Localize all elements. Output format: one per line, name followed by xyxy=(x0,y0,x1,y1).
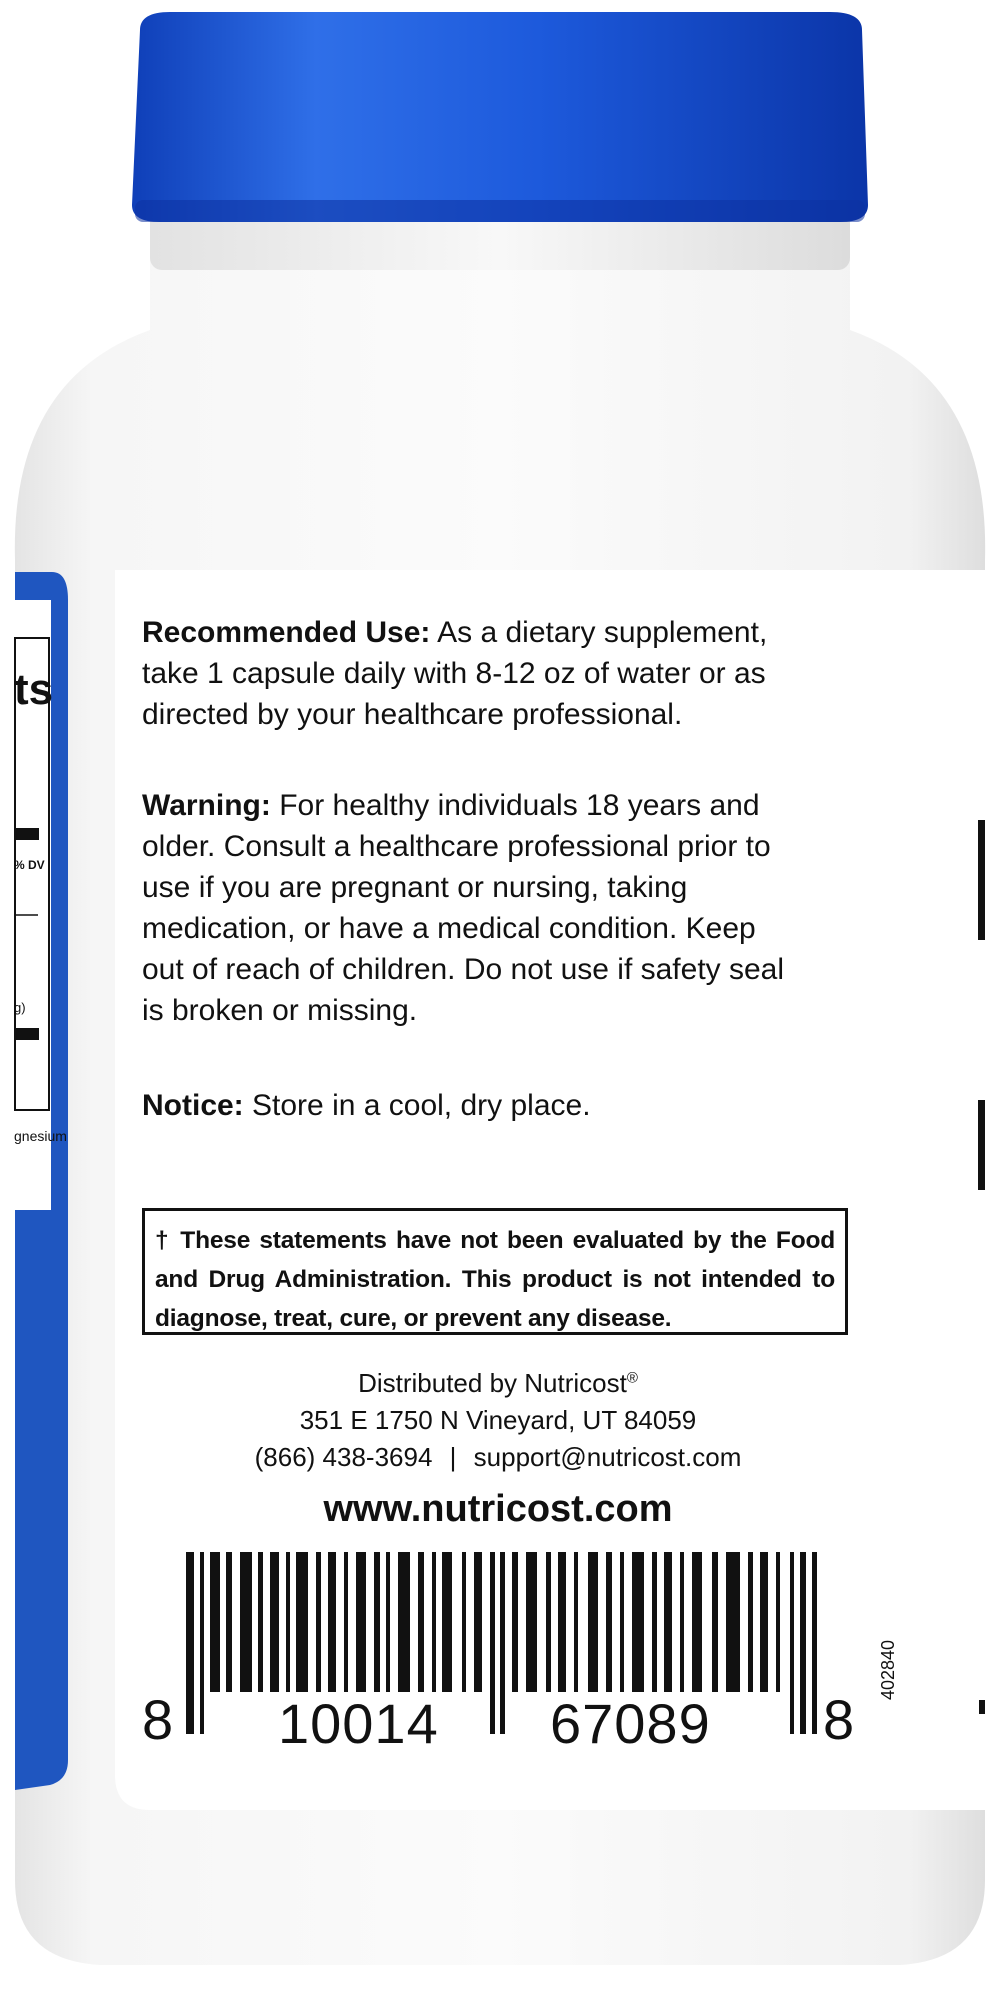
barcode-bar xyxy=(432,1552,436,1692)
distributor-line xyxy=(142,1368,854,1399)
barcode-bar xyxy=(398,1552,410,1692)
registered-mark: ® xyxy=(626,1369,638,1387)
barcode-bar xyxy=(760,1552,768,1692)
warning-line: out of reach of children. Do not use if safety seal xyxy=(142,953,785,986)
barcode-bar xyxy=(186,1552,194,1734)
barcode-bar xyxy=(620,1552,624,1692)
barcode-bar xyxy=(574,1552,578,1692)
barcode-bar xyxy=(588,1552,598,1692)
disclaimer-line: † These statements have not been evaluated by the Food xyxy=(155,1227,835,1254)
website-url: www.nutricost.com xyxy=(323,1488,673,1530)
barcode-bar xyxy=(546,1552,551,1692)
disclaimer-line: and Drug Administration. This product is not intended to xyxy=(155,1266,835,1293)
barcode-bar xyxy=(210,1552,220,1692)
barcode-bar xyxy=(652,1552,657,1692)
warning-block xyxy=(142,785,862,1031)
warning-line: use if you are pregnant or nursing, taking xyxy=(142,871,688,904)
barcode-check-digit: 8 xyxy=(823,1688,855,1751)
warning-line: medication, or have a medical condition. Keep xyxy=(142,912,756,945)
barcode-bar xyxy=(442,1552,452,1692)
barcode-bar xyxy=(418,1552,424,1692)
barcode-bar xyxy=(474,1552,482,1692)
distributor-address: 351 E 1750 N Vineyard, UT 84059 xyxy=(299,1405,697,1435)
barcode-bar xyxy=(558,1552,566,1692)
warning-line: older. Consult a healthcare professional prior to xyxy=(142,830,771,863)
recommended-use-line: directed by your healthcare professional. xyxy=(142,698,683,731)
barcode-bar xyxy=(462,1552,466,1692)
barcode-bar xyxy=(692,1552,702,1692)
recommended-use-line: take 1 capsule daily with 8-12 oz of water or as xyxy=(142,657,766,690)
barcode-bar xyxy=(356,1552,366,1692)
barcode-bar xyxy=(258,1552,263,1692)
lot-number: 402840 xyxy=(878,1639,898,1700)
barcode-bar xyxy=(286,1552,290,1692)
recommended-use-line: As a dietary supplement, xyxy=(437,616,768,649)
barcode-bar xyxy=(526,1552,537,1692)
barcode-bar xyxy=(386,1552,390,1692)
barcode-bar xyxy=(790,1552,794,1734)
warning-heading: Warning: xyxy=(142,789,271,822)
barcode-bar xyxy=(776,1552,780,1692)
distributor-contact xyxy=(142,1442,854,1473)
barcode-bar xyxy=(316,1552,321,1692)
recommended-use-heading: Recommended Use: xyxy=(142,616,431,649)
side-label-dv-fragment: % DV xyxy=(14,858,45,872)
barcode-bar xyxy=(726,1552,740,1692)
notice-text: Store in a cool, dry place. xyxy=(252,1089,591,1122)
barcode-bar xyxy=(512,1552,518,1692)
barcode-bar xyxy=(748,1552,753,1692)
barcode-bar xyxy=(664,1552,672,1692)
barcode-left-group: 10014 xyxy=(278,1692,439,1755)
bottle-cap xyxy=(132,12,868,222)
barcode-bar xyxy=(344,1552,348,1692)
barcode-bar xyxy=(800,1552,806,1734)
barcode-bar xyxy=(240,1552,252,1692)
phone-number: (866) 438-3694 xyxy=(254,1442,433,1472)
notice-block xyxy=(142,1085,862,1126)
barcode-bar xyxy=(374,1552,380,1692)
barcode-bar xyxy=(712,1552,718,1692)
barcode-bar xyxy=(328,1552,336,1692)
barcode-bar xyxy=(680,1552,684,1692)
barcode-bar xyxy=(226,1552,232,1692)
barcode-bar xyxy=(812,1552,817,1734)
contact-separator: | xyxy=(449,1442,457,1472)
disclaimer-line: diagnose, treat, cure, or prevent any disease. xyxy=(155,1305,672,1332)
side-label-title-fragment: ts xyxy=(14,665,54,714)
barcode-bar xyxy=(632,1552,644,1692)
barcode-bar xyxy=(200,1552,204,1734)
notice-heading: Notice: xyxy=(142,1089,244,1122)
side-label-ingredient-fragment: gnesium xyxy=(14,1128,67,1144)
barcode-first-digit: 8 xyxy=(142,1688,174,1751)
distributor-name: Distributed by Nutricost xyxy=(358,1368,627,1398)
warning-line: is broken or missing. xyxy=(142,994,418,1027)
barcode-bar xyxy=(296,1552,308,1692)
warning-line: For healthy individuals 18 years and xyxy=(279,789,760,822)
side-label-unit-fragment: g) xyxy=(14,1000,26,1015)
barcode-bar xyxy=(490,1552,495,1734)
barcode-bar xyxy=(270,1552,279,1692)
support-email: support@nutricost.com xyxy=(473,1442,742,1472)
recommended-use-block xyxy=(142,612,862,735)
barcode-bar xyxy=(500,1552,505,1734)
barcode-bar xyxy=(606,1552,612,1692)
fda-disclaimer-box xyxy=(142,1208,848,1335)
barcode-right-group: 67089 xyxy=(550,1692,711,1755)
